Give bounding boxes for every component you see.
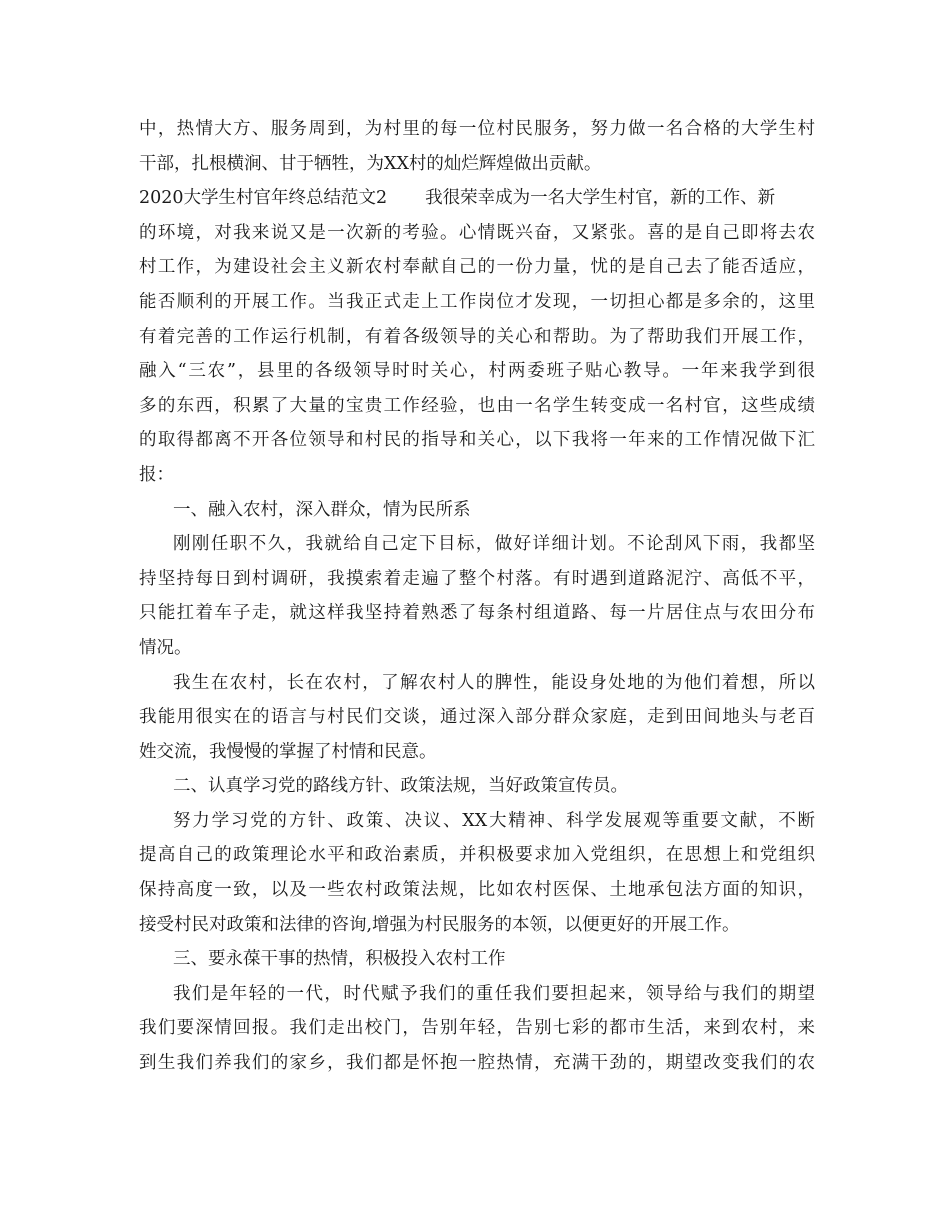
- text-line: 我们是年轻的一代，时代赋予我们的重任我们要担起来，领导给与我们的期望: [173, 983, 815, 1004]
- text-line: 多的东西，积累了大量的宝贵工作经验，也由一名学生转变成一名村官，这些成绩: [139, 395, 815, 416]
- document-page: [139, 112, 815, 1081]
- text-line: 保持高度一致，以及一些农村政策法规，比如农村医保、土地承包法方面的知识，: [139, 880, 815, 901]
- text-line: 干部，扎根横涧、甘于牺牲，为XX村的灿烂辉煌做出贡献。: [139, 153, 602, 174]
- text-line: 我们要深情回报。我们走出校门，告别年轻，告别七彩的都市生活，来到农村，来: [139, 1018, 815, 1039]
- text-line: 只能扛着车子走，就这样我坚持着熟悉了每条村组道路、每一片居住点与农田分布: [139, 603, 815, 624]
- text-line: 情况。: [139, 637, 192, 658]
- text-line: 刚刚任职不久，我就给自己定下目标，做好详细计划。不论刮风下雨，我都坚: [173, 534, 815, 555]
- text-line: 接受村民对政策和法律的咨询,增强为村民服务的本领，以便更好的开展工作。: [139, 914, 740, 935]
- section-heading: 三、要永葆干事的热情，积极投入农村工作: [173, 949, 506, 970]
- text-line: 持坚持每日到村调研，我摸索着走遍了整个村落。有时遇到道路泥泞、高低不平，: [139, 568, 815, 589]
- section-heading: 二、认真学习党的路线方针、政策法规，当好政策宣传员。: [173, 776, 628, 797]
- text-line: 融入“三农”，县里的各级领导时时关心，村两委班子贴心教导。一年来我学到很: [139, 361, 815, 382]
- text-line: 能否顺利的开展工作。当我正式走上工作岗位才发现，一切担心都是多余的，这里: [139, 291, 815, 312]
- section-heading: 一、融入农村，深入群众，情为民所系: [173, 499, 471, 520]
- article-title: 2020大学生村官年终总结范文2: [139, 188, 388, 209]
- text-line: 努力学习党的方针、政策、决议、XX大精神、科学发展观等重要文献，不断: [173, 810, 815, 831]
- text-line: 到生我们养我们的家乡，我们都是怀抱一腔热情，充满干劲的，期望改变我们的农: [139, 1053, 815, 1074]
- text-line: 的环境，对我来说又是一次新的考验。心情既兴奋，又紧张。喜的是自己即将去农: [139, 222, 815, 243]
- text-line: 我很荣幸成为一名大学生村官，新的工作、新: [425, 188, 776, 209]
- title-line: [139, 181, 815, 216]
- text-line: 村工作，为建设社会主义新农村奉献自己的一份力量，忧的是自己去了能否适应，: [139, 257, 815, 278]
- text-line: 报：: [139, 464, 174, 485]
- text-line: 我生在农村，长在农村，了解农村人的脾性，能设身处地的为他们着想，所以: [173, 672, 815, 693]
- text-line: 中，热情大方、服务周到，为村里的每一位村民服务，努力做一名合格的大学生村: [139, 119, 815, 139]
- text-line: 有着完善的工作运行机制，有着各级领导的关心和帮助。为了帮助我们开展工作，: [139, 326, 815, 347]
- text-line: 提高自己的政策理论水平和政治素质，并积极要求加入党组织，在思想上和党组织: [139, 845, 815, 866]
- text-line: 的取得都离不开各位领导和村民的指导和关心，以下我将一年来的工作情况做下汇: [139, 430, 815, 451]
- text-line: 我能用很实在的语言与村民们交谈，通过深入部分群众家庭，走到田间地头与老百: [139, 707, 815, 728]
- text-line: 姓交流，我慢慢的掌握了村情和民意。: [139, 741, 437, 762]
